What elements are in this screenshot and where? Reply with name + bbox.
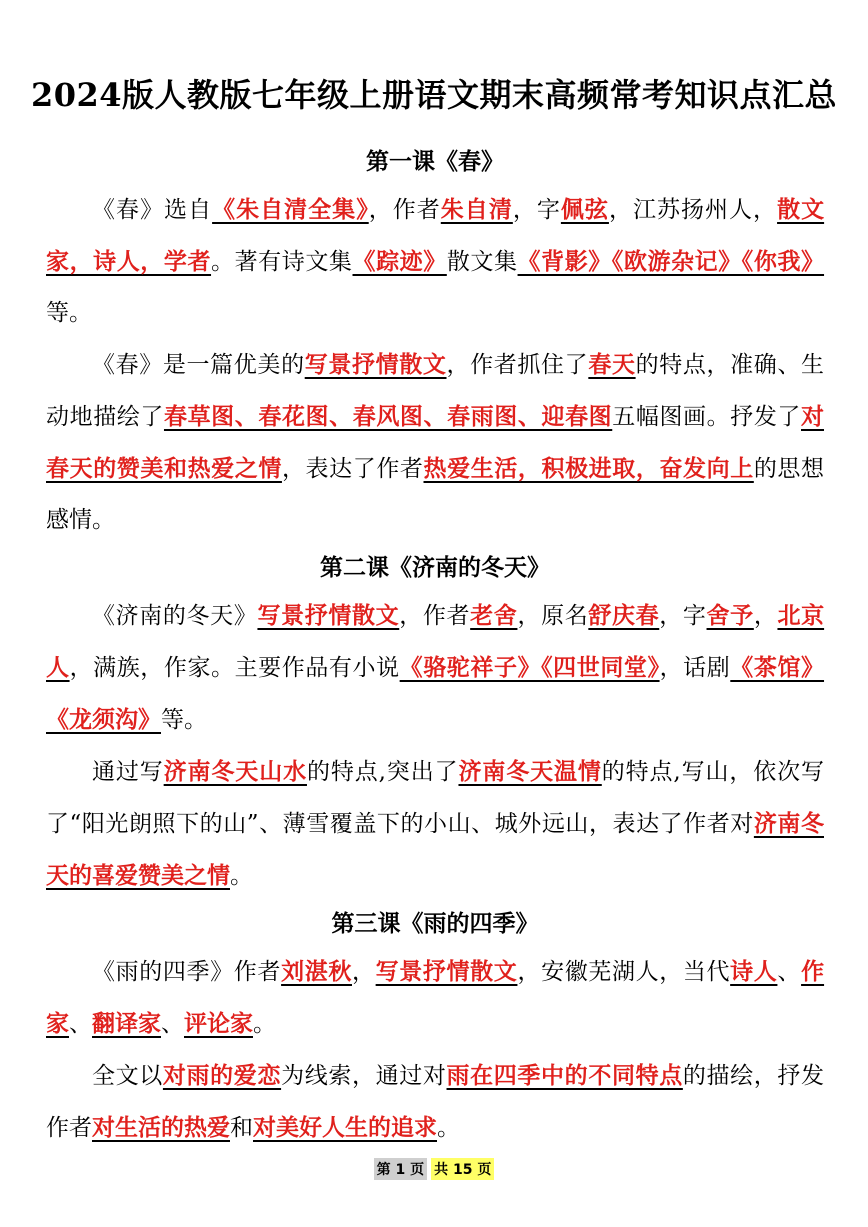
text-run: 《春》选自: [92, 197, 213, 223]
text-run: 等。: [161, 707, 207, 733]
highlighted-term: 舍予: [706, 602, 754, 629]
page-total: 共 15 页: [431, 1158, 494, 1180]
text-run: ，表达了作者: [281, 456, 424, 482]
highlighted-term: 济南冬天山水: [163, 758, 307, 785]
highlighted-term: 舒庆春: [588, 602, 660, 629]
text-run: 、: [777, 959, 802, 985]
highlighted-term: 朱自清: [440, 196, 513, 223]
text-run: ，作者抓住了: [446, 352, 589, 378]
text-run: ，话剧: [659, 655, 731, 681]
text-run: ，作者: [368, 197, 441, 223]
highlighted-term: 《踪迹》: [352, 248, 447, 275]
text-run: 散文集: [446, 249, 518, 275]
text-run: 。: [253, 1011, 276, 1037]
text-run: 等。: [46, 300, 92, 326]
text-run: 《春》是一篇优美的: [92, 352, 305, 378]
highlighted-term: 诗人: [730, 958, 778, 985]
text-run: ，原名: [517, 603, 589, 629]
page-number: 第 1 页: [374, 1158, 428, 1180]
highlighted-term: 春草图、春花图、春风图、春雨图、迎春图: [163, 403, 613, 430]
highlighted-term: 《背影》《欧游杂记》《你我》: [517, 248, 825, 275]
highlighted-term: 北京人: [46, 602, 825, 681]
highlighted-term: 写景抒情散文: [304, 351, 447, 378]
highlighted-term: 热爱生活，积极进取，奋发向上: [423, 455, 754, 482]
text-run: 的特点,写山，依次写了“阳光朗照下的山”、薄雪覆盖下的小山、城外远山，表达了作者对: [46, 759, 825, 837]
highlighted-term: 《茶馆》《龙须沟》: [46, 654, 825, 733]
highlighted-term: 雨在四季中的不同特点: [446, 1062, 683, 1089]
highlighted-term: 写景抒情散文: [257, 602, 400, 629]
highlighted-term: 对春天的赞美和热爱之情: [46, 403, 824, 482]
text-run: ，字: [659, 603, 707, 629]
document-body: [46, 140, 824, 1154]
text-run: 、: [69, 1011, 92, 1037]
text-run: ，安徽芜湖人，当代: [517, 959, 731, 985]
highlighted-term: 对生活的热爱: [92, 1114, 230, 1141]
highlighted-term: 写景抒情散文: [375, 958, 518, 985]
highlighted-term: 《骆驼祥子》《四世同堂》: [399, 654, 660, 681]
lesson-2-paragraph-1: [46, 590, 824, 746]
lesson-3-heading: 第三课《雨的四季》: [331, 910, 539, 937]
text-run: 为线索，通过对: [281, 1063, 447, 1089]
text-run: 通过写: [92, 759, 164, 785]
highlighted-term: 济南冬天温情: [458, 758, 602, 785]
lesson-1-paragraph-1: [46, 184, 824, 339]
text-run: ，: [351, 959, 376, 985]
text-run: ，江苏扬州人，: [608, 197, 778, 223]
text-run: ，作者: [399, 603, 471, 629]
text-run: 全文以: [92, 1063, 163, 1089]
highlighted-term: 佩弦: [560, 196, 609, 223]
text-run: 的描绘，抒发作者: [46, 1063, 825, 1141]
highlighted-term: 散文家，诗人，学者: [46, 196, 825, 275]
lesson-3-paragraph-2: [46, 1050, 824, 1154]
text-run: 的特点,突出了: [306, 759, 459, 785]
text-run: 、: [161, 1011, 184, 1037]
lesson-3-paragraph-1: [46, 946, 824, 1050]
highlighted-term: 老舍: [470, 602, 518, 629]
highlighted-term: 对雨的爱恋: [162, 1062, 282, 1089]
text-run: ，满族，作家。主要作品有小说: [69, 655, 400, 681]
lesson-2-heading: 第二课《济南的冬天》: [320, 554, 550, 581]
text-run: 《济南的冬天》: [92, 603, 258, 629]
lesson-1-paragraph-2: [46, 339, 824, 546]
text-run: 《雨的四季》作者: [92, 959, 282, 985]
highlighted-term: 济南冬天的喜爱赞美之情: [46, 810, 824, 889]
text-run: 的特点，准确、生动地描绘了: [46, 352, 825, 430]
highlighted-term: 翻译家: [92, 1010, 161, 1037]
highlighted-term: 春天: [588, 351, 636, 378]
highlighted-term: 作家: [46, 958, 825, 1037]
text-run: ，字: [512, 197, 561, 223]
highlighted-term: 刘湛秋: [281, 958, 352, 985]
page-footer: [0, 1158, 868, 1180]
text-run: 五幅图画。抒发了: [612, 404, 801, 430]
lesson-1-heading: 第一课《春》: [366, 148, 504, 175]
document-title: 2024版人教版七年级上册语文期末高频常考知识点汇总: [30, 76, 838, 114]
text-run: 。著有诗文集: [211, 249, 353, 275]
text-run: 。: [437, 1115, 460, 1141]
highlighted-term: 《朱自清全集》: [212, 196, 369, 223]
highlighted-term: 评论家: [184, 1010, 253, 1037]
text-run: ，: [753, 603, 778, 629]
lesson-2-paragraph-2: [46, 746, 824, 902]
highlighted-term: 对美好人生的追求: [253, 1114, 437, 1141]
text-run: 。: [230, 863, 253, 889]
text-run: 的思想感情。: [46, 456, 824, 533]
text-run: 和: [230, 1115, 253, 1141]
